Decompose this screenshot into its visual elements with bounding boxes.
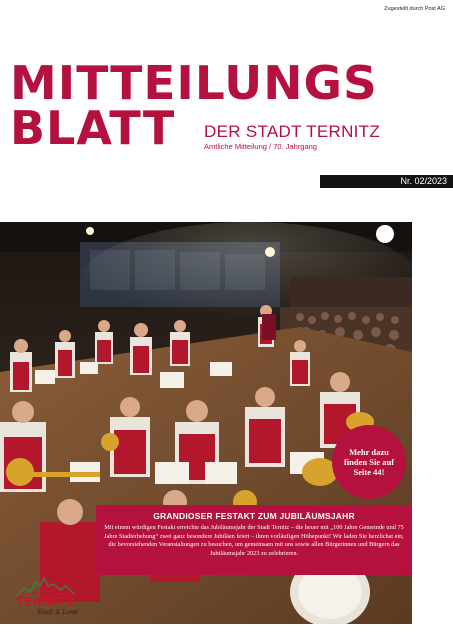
badge-line1: Mehr dazu (349, 446, 389, 457)
feature-text: Mit einem würdigen Festakt erreichte das Jubiläumsjahr der Stadt Ternitz – die heuer mit „100 Jahre Gemeinde und 75 Jahre Stadterhebung“ zwei ganz besondere Jubiläen feiert – ihren vorläufigen Höhepunkt! Wir laden Sie herzlichst ein, die bevorstehenden Veranstaltungen zu besuchen, um gemeinsam mit uns sowie allen Bürgerinnen und Bürgern das Jubiläumsjahr 2023 zu zelebrieren. (104, 524, 404, 558)
ternitz-logo (10, 576, 80, 624)
city-name: DER STADT TERNITZ (204, 122, 381, 141)
masthead-title-line1: MITTEILUNGS (10, 56, 378, 110)
page-reference-badge (332, 425, 406, 499)
badge-line2: finden Sie auf (343, 456, 395, 467)
logo-wordmark: TERNITZ (16, 595, 76, 609)
issue-number: Nr. 02/2023 (320, 175, 453, 188)
badge-line3: Seite 44! (353, 467, 385, 478)
masthead-title-line2: BLATT (10, 101, 176, 155)
logo-tagline: Stadt & Land (37, 609, 78, 616)
publication-subtitle: Amtliche Mitteilung / 70. Jahrgang (204, 142, 317, 151)
feature-info-box (96, 505, 412, 575)
delivery-note: Zugestellt durch Post AG (384, 6, 445, 12)
feature-title: GRANDIOSER FESTAKT ZUM JUBILÄUMSJAHR (153, 511, 355, 521)
